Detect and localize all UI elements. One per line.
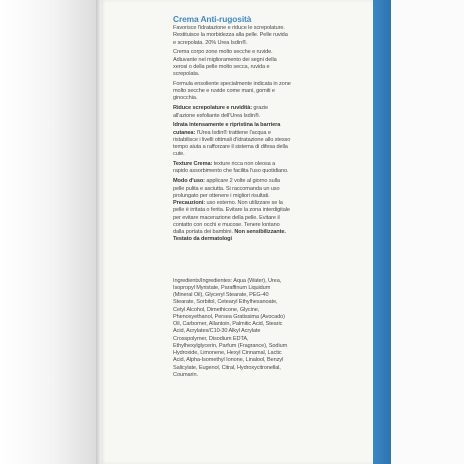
reduces-paragraph (173, 105, 291, 120)
precautions-label: Precauzioni: (173, 200, 206, 207)
directions-label: Modo d'uso: (173, 178, 205, 185)
usage-paragraph: Crema corpo zone molto secche e ruvide. Adiuvante nel miglioramento dei segni della xerosi o della pelle molto secca, ruvida e screpolata. (173, 49, 277, 78)
intro-text: Favorisce l'idratazione e riduce le screpolature. Restituisce la morbidezza alla pelle. Pelle ruvida e screpolata. (173, 25, 288, 46)
formula-paragraph: Formula ensoliente specialmente indicata in zone molto secche e ruvide come mani, gomiti e ginocchia. (173, 80, 291, 102)
box-left-flap (0, 0, 96, 464)
intro-reg: ®. (242, 39, 248, 46)
directions-paragraph (173, 178, 291, 243)
intro-urea: 20% Urea Isdin (205, 39, 243, 46)
intro-paragraph (173, 25, 291, 47)
hydrates-label: Idrata intensamente e ripristina la barriera cutanea: (173, 122, 281, 136)
hydrates-paragraph (173, 122, 291, 158)
texture-text: texture ricca non oleosa a rapido assorbimento che facilita l'uso quotidiano. (173, 161, 289, 175)
nonsensitizing-label: Non sensibilizzante. Testato da dermatologi (173, 229, 286, 243)
product-title: Crema Anti-rugosità (173, 14, 252, 24)
directions-text: applicare 2 volte al giorno sulla pelle pulita e asciutta. Si raccomanda un uso prolungato per ottenere i migliori risultati. (173, 178, 280, 199)
ingredients-paragraph: Ingredients/Ingredientes: Aqua (Water), Urea, Isopropyl Myristate, Paraffinum Liquidum (Mineral Oil), Glyceryl Stearate, PEG-40 Stearate, Sorbitol, Cetearyl Ethylhexanoate, Cetyl Alcohol, Dimethicone, Glycine, Phenoxyethanol, Persea Gratissima (Avocado) Oil, Carbomer, Allantoin, Palmitic Acid, Stearic Acid, Acrylates/C10-30 Alkyl Acrylate Crosspolymer, Disodium EDTA, Ethylhexylglycerin, Parfum (Fragrance), Sodium Hydroxide, Limonene, Hexyl Cinnamal, Lactic Acid, Alpha-Isomethyl Ionone, Linalool, Benzyl Salicylate, Eugenol, Citral, Hydroxycitronellal, Coumarin. (173, 277, 288, 378)
reduces-text: grazie all'azione esfoliante dell'Urea Isdin®. (173, 105, 269, 119)
label-text-block (173, 14, 291, 382)
reduces-label: Riduce screpolature e ruvidità: (173, 105, 252, 112)
box-blue-edge (373, 0, 391, 464)
texture-paragraph (173, 161, 291, 176)
texture-label: Texture Crema: (173, 161, 213, 168)
precautions-text: uso esterno. Non utilizzare se la pelle è irritata o ferita. Evitare la zona interdigitale per evitare macerazione della pelle. Evitare il contatto con occhi e mucose. Tenere lontano dalla portata dei bambini. (173, 200, 290, 236)
hydrates-text: l'Urea Isdin® trattiene l'acqua e ristabilisce i livelli ottimali d'idratazione allo stesso tempo aiuta a rafforzare il sistema di difesa della cute. (173, 129, 291, 158)
background-right (391, 0, 464, 464)
